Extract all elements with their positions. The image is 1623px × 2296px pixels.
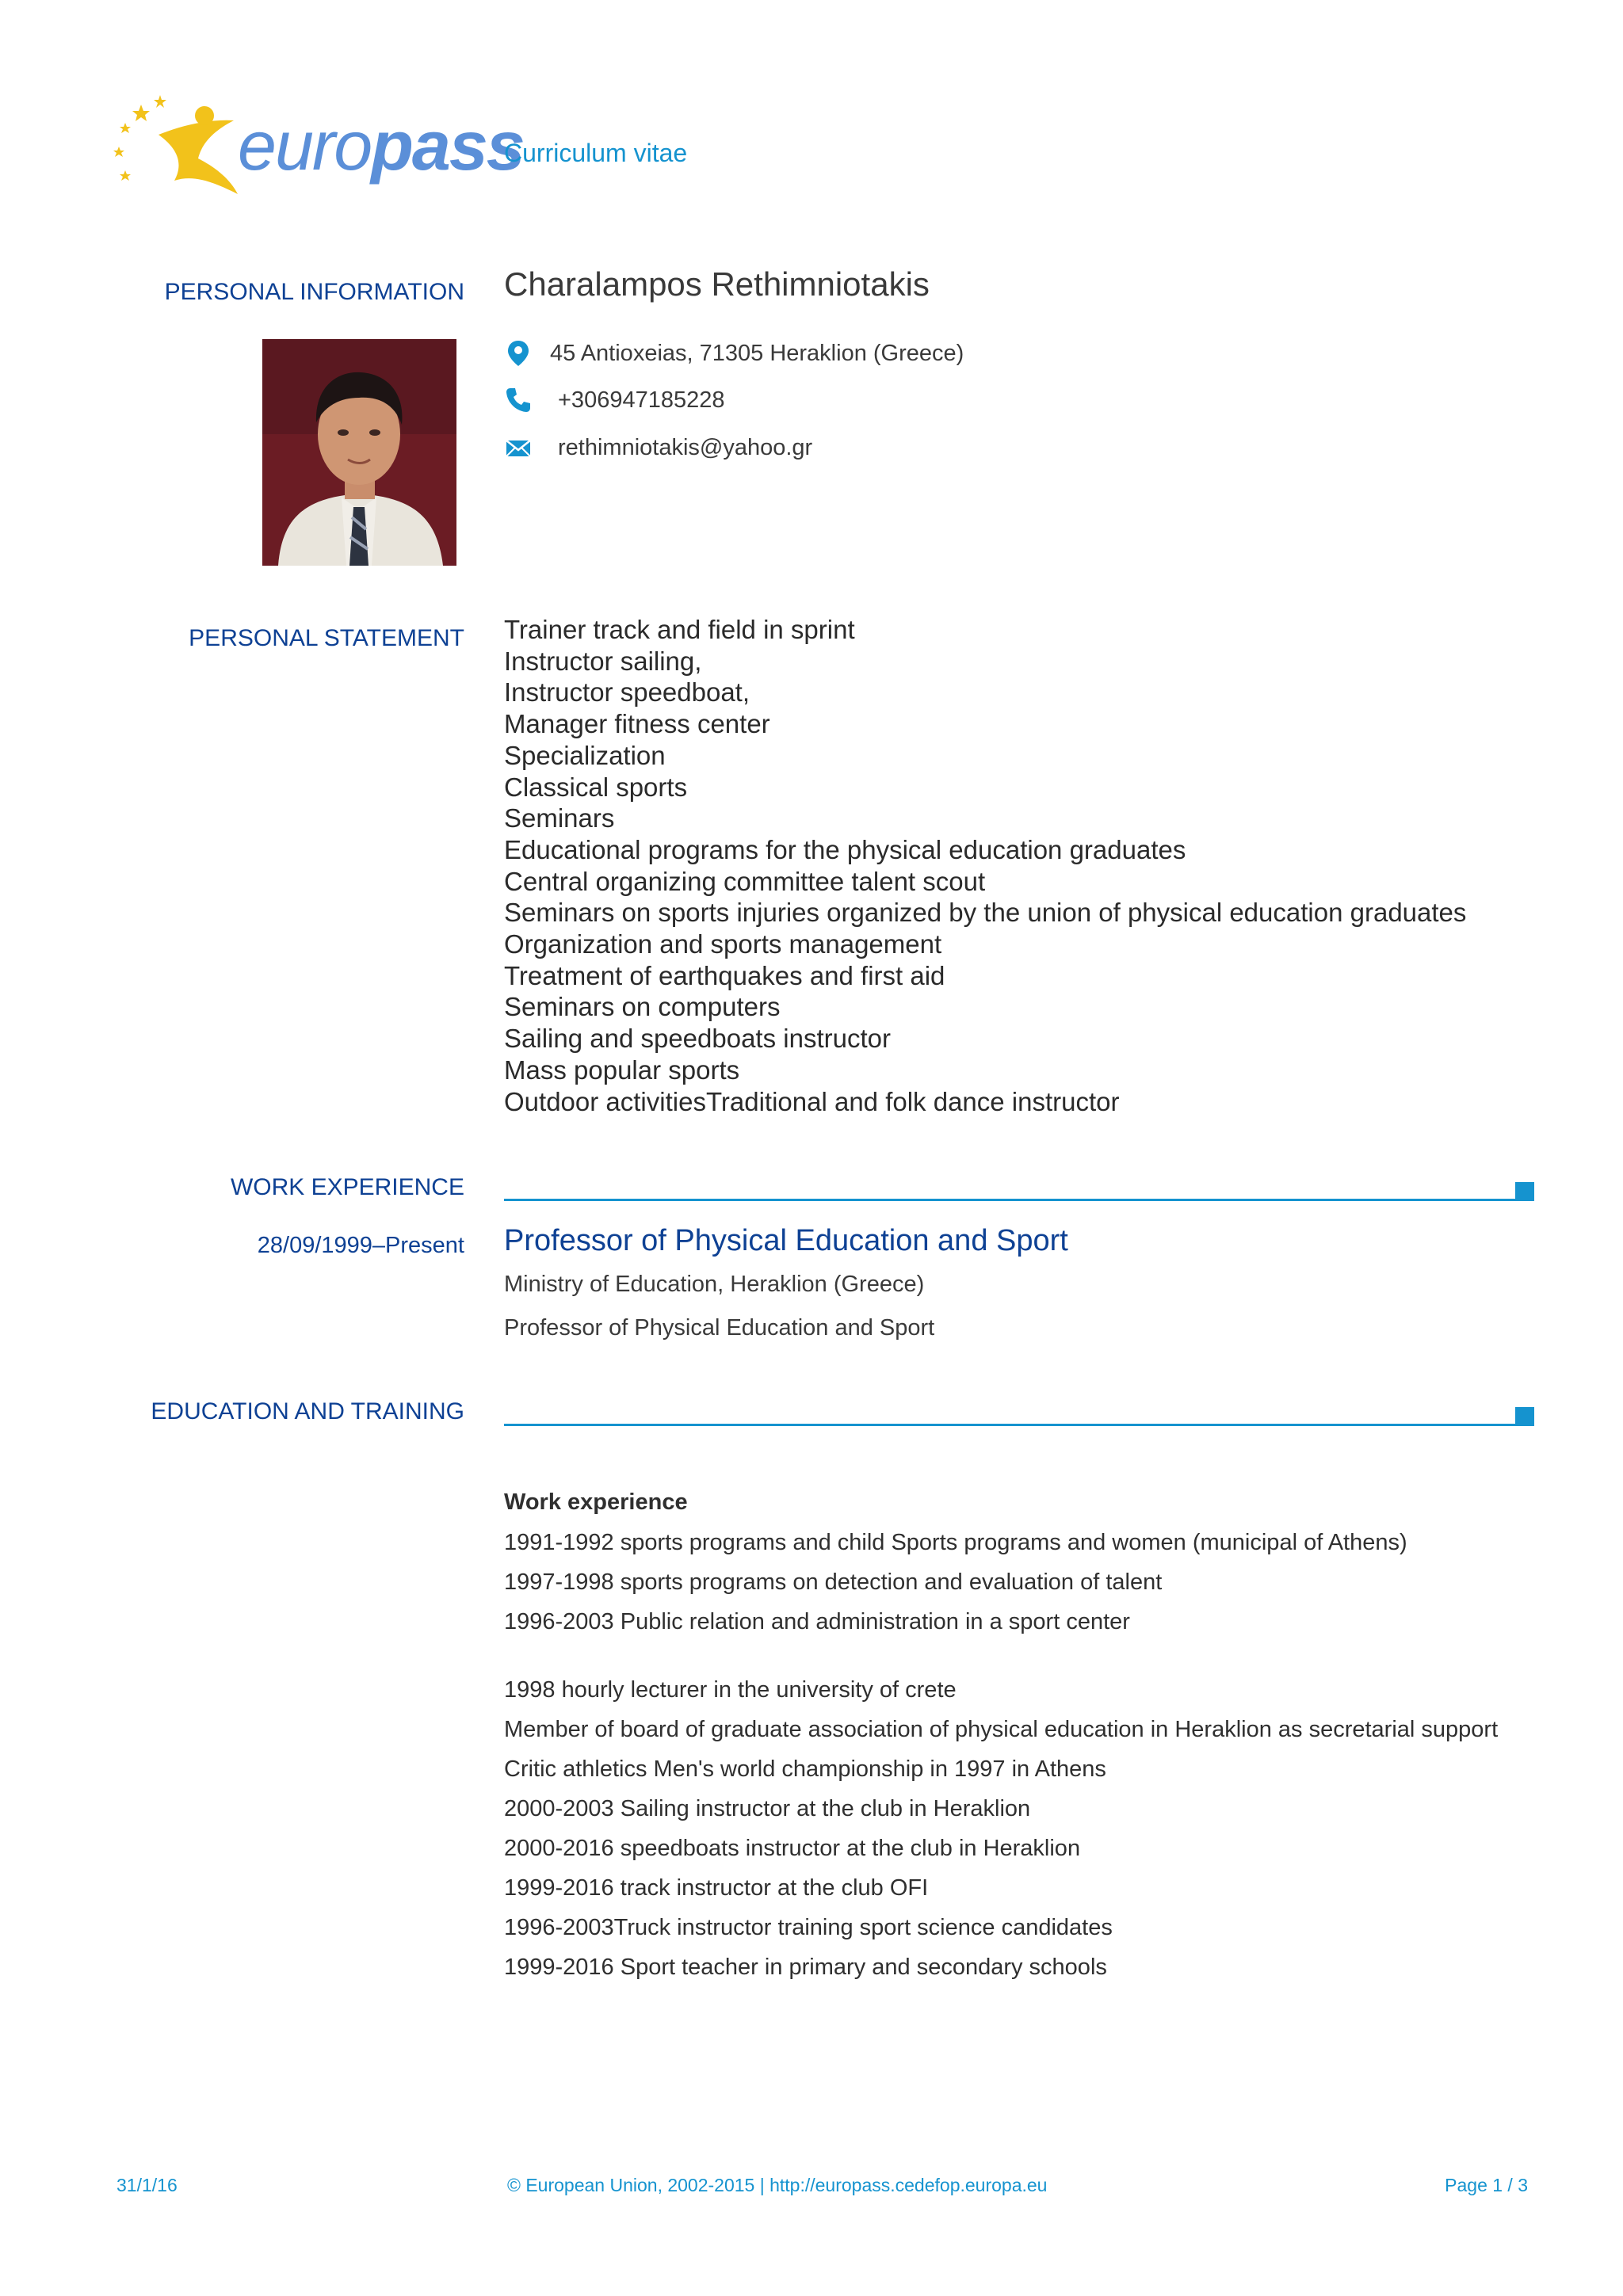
education-line: 1999-2016 track instructor at the club OFI xyxy=(504,1875,929,1901)
education-line: 2000-2016 speedboats instructor at the club in Heraklion xyxy=(504,1836,1081,1861)
statement-line: Instructor speedboat, xyxy=(504,677,750,707)
job-title: Professor of Physical Education and Sport xyxy=(504,1224,1068,1257)
section-divider-marker xyxy=(1515,1407,1534,1426)
work-experience-heading: WORK EXPERIENCE xyxy=(230,1174,464,1200)
education-group-2 xyxy=(504,1670,1582,1987)
statement-line: Trainer track and field in sprint xyxy=(504,615,855,644)
email-row xyxy=(504,433,812,462)
education-group-1 xyxy=(504,1523,1582,1642)
statement-line: Organization and sports management xyxy=(504,929,942,959)
statement-line: Central organizing committee talent scout xyxy=(504,866,986,896)
job-description: Professor of Physical Education and Sport xyxy=(504,1315,935,1341)
personal-information-heading: PERSONAL INFORMATION xyxy=(164,279,464,305)
employer: Ministry of Education, Heraklion (Greece) xyxy=(504,1272,925,1297)
statement-line: Manager fitness center xyxy=(504,709,770,739)
education-heading: EDUCATION AND TRAINING xyxy=(151,1398,464,1425)
education-line: 1999-2016 Sport teacher in primary and secondary schools xyxy=(504,1955,1107,1980)
footer-page-number: Page 1 / 3 xyxy=(1445,2175,1528,2195)
statement-line: Specialization xyxy=(504,740,666,770)
statement-line: Sailing and speedboats instructor xyxy=(504,1024,891,1054)
full-name: Charalampos Rethimniotakis xyxy=(504,265,930,303)
education-line: 1998 hourly lecturer in the university of crete xyxy=(504,1677,957,1703)
profile-photo xyxy=(262,339,456,566)
section-divider xyxy=(504,1199,1515,1201)
envelope-icon xyxy=(504,433,533,462)
address-row xyxy=(504,339,964,368)
email-link[interactable]: rethimniotakis@yahoo.gr xyxy=(558,434,813,460)
education-line: 2000-2003 Sailing instructor at the club in Heraklion xyxy=(504,1796,1031,1821)
portrait-image xyxy=(262,339,456,566)
statement-line: Seminars xyxy=(504,803,615,833)
statement-line: Seminars on computers xyxy=(504,992,781,1022)
work-date-range: 28/09/1999–Present xyxy=(257,1233,464,1258)
education-line: Critic athletics Men's world championship in 1997 in Athens xyxy=(504,1756,1106,1782)
education-subheading: Work experience xyxy=(504,1489,688,1515)
education-line: 1996-2003Truck instructor training sport science candidates xyxy=(504,1915,1113,1940)
section-divider-marker xyxy=(1515,1182,1534,1201)
location-pin-icon xyxy=(504,339,533,368)
education-line: 1997-1998 sports programs on detection and evaluation of talent xyxy=(504,1569,1163,1595)
footer-date: 31/1/16 xyxy=(116,2175,178,2195)
phone-text[interactable]: +306947185228 xyxy=(558,387,725,413)
statement-line: Outdoor activitiesTraditional and folk dance instructor xyxy=(504,1086,1120,1116)
statement-line: Treatment of earthquakes and first aid xyxy=(504,960,945,990)
phone-row xyxy=(504,386,724,414)
personal-statement-text xyxy=(504,614,1574,1117)
address-text: 45 Antioxeias, 71305 Heraklion (Greece) xyxy=(550,340,964,366)
education-line: 1996-2003 Public relation and administration in a sport center xyxy=(504,1609,1130,1634)
statement-line: Classical sports xyxy=(504,772,688,802)
section-divider xyxy=(504,1424,1515,1426)
education-line: 1991-1992 sports programs and child Sports programs and women (municipal of Athens) xyxy=(504,1530,1407,1555)
education-line: Member of board of graduate association of physical education in Heraklion as secretarial support xyxy=(504,1717,1499,1742)
logo-wordmark: europass xyxy=(238,106,524,185)
europass-logo xyxy=(111,87,524,206)
statement-line: Instructor sailing, xyxy=(504,646,702,676)
personal-statement-heading: PERSONAL STATEMENT xyxy=(189,625,464,651)
footer-copyright-link[interactable]: © European Union, 2002-2015 | http://europass.cedefop.europa.eu xyxy=(507,2175,1048,2195)
statement-line: Educational programs for the physical education graduates xyxy=(504,834,1186,864)
statement-line: Mass popular sports xyxy=(504,1055,740,1085)
statement-line: Seminars on sports injuries organized by the union of physical education graduates xyxy=(504,898,1467,928)
document-title: Curriculum vitae xyxy=(504,139,688,167)
phone-icon xyxy=(504,386,533,414)
